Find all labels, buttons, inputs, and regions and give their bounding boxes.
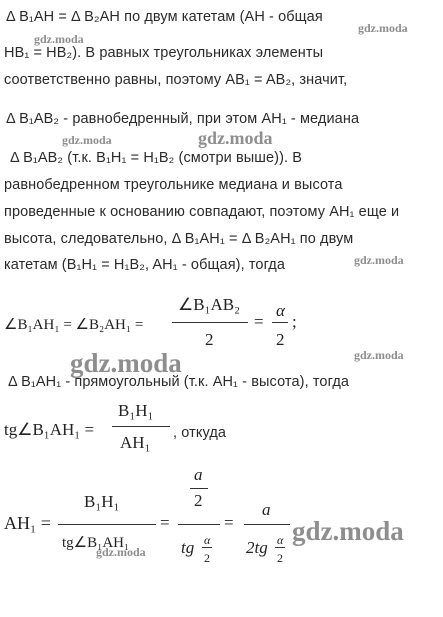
text-line-10: Δ B₁AH₁ - прямоугольный (т.к. AH₁ - высота), тогда bbox=[8, 374, 350, 390]
watermark: gdz.moda bbox=[62, 133, 112, 147]
formula-tangent-numerator: B₁H₁ bbox=[118, 401, 154, 420]
formula-ah1-2tg-alpha: α bbox=[277, 533, 284, 547]
fraction-bar bbox=[178, 524, 220, 525]
formula-ah1-a-1: a bbox=[194, 465, 203, 484]
formula-angle-denominator: 2 bbox=[205, 330, 214, 349]
text-line-4: Δ B₁AB₂ - равнобедренный, при этом AH₁ - медиана bbox=[6, 111, 360, 127]
formula-ah1-2tg: 2tg bbox=[246, 538, 268, 557]
formula-angle-two: 2 bbox=[276, 330, 285, 349]
text-line-3: соответственно равны, поэтому AB₁ = AB₂, значит, bbox=[4, 72, 348, 88]
equals-sign: = bbox=[224, 513, 234, 532]
formula-angle-numerator: ∠B₁AB₂ bbox=[178, 295, 241, 314]
watermark: gdz.moda bbox=[354, 253, 404, 267]
formula-ah1-tg: tg bbox=[181, 538, 195, 557]
formula-angle-lhs: ∠B₁AH₁ = ∠B₂AH₁ = bbox=[4, 317, 144, 333]
fraction-bar bbox=[272, 322, 288, 323]
watermark: gdz.moda bbox=[34, 32, 84, 46]
formula-ah1-2tg-two: 2 bbox=[277, 551, 283, 565]
watermark: gdz.moda bbox=[292, 516, 404, 546]
formula-tangent-lhs: tg∠B₁AH₁ = bbox=[4, 420, 95, 439]
formula-ah1-a-2: a bbox=[262, 500, 271, 519]
fraction-bar bbox=[172, 322, 248, 323]
formula-ah1-denominator-1: tg∠B₁AH₁ bbox=[62, 535, 130, 551]
formula-ah1-tg-alpha: α bbox=[204, 533, 211, 547]
fraction-bar bbox=[112, 426, 170, 427]
equals-sign: = bbox=[254, 312, 264, 331]
formula-tangent-tail: , откуда bbox=[173, 425, 227, 441]
watermark: gdz.moda bbox=[198, 128, 273, 148]
fraction-bar bbox=[58, 524, 156, 525]
watermark: gdz.moda bbox=[96, 545, 146, 559]
watermark: gdz.moda bbox=[70, 348, 182, 378]
text-line-5: Δ B₁AB₂ (т.к. B₁H₁ = H₁B₂ (смотри выше)). В bbox=[10, 150, 303, 166]
formula-ah1-tg-two: 2 bbox=[204, 551, 210, 565]
text-line-2: HB₁ = HB₂). В равных треугольниках элементы bbox=[4, 45, 324, 61]
text-line-6: равнобедренном треугольнике медиана и высота bbox=[4, 177, 343, 193]
formula-ah1-lhs: AH₁ = bbox=[4, 513, 51, 533]
semicolon: ; bbox=[292, 312, 297, 331]
equals-sign: = bbox=[160, 513, 170, 532]
watermark: gdz.moda bbox=[354, 348, 404, 362]
fraction-bar bbox=[190, 488, 208, 489]
formula-tangent-denominator: AH₁ bbox=[120, 433, 151, 452]
text-line-7: проведенные к основанию совпадают, поэтому AH₁ еще и bbox=[4, 204, 400, 220]
watermark: gdz.moda bbox=[358, 21, 408, 35]
text-line-8: высота, следовательно, Δ B₁AH₁ = Δ B₂AH₁ по двум bbox=[4, 231, 354, 247]
formula-ah1-numerator-1: B₁H₁ bbox=[84, 492, 120, 511]
formula-ah1-two-1: 2 bbox=[194, 491, 203, 510]
fraction-bar bbox=[244, 524, 290, 525]
text-line-9: катетам (B₁H₁ = H₁B₂, AH₁ - общая), тогда bbox=[4, 257, 286, 273]
text-line-1: Δ B₁AH = Δ B₂AH по двум катетам (AH - общая bbox=[6, 9, 323, 25]
formula-angle-alpha: α bbox=[276, 301, 285, 320]
